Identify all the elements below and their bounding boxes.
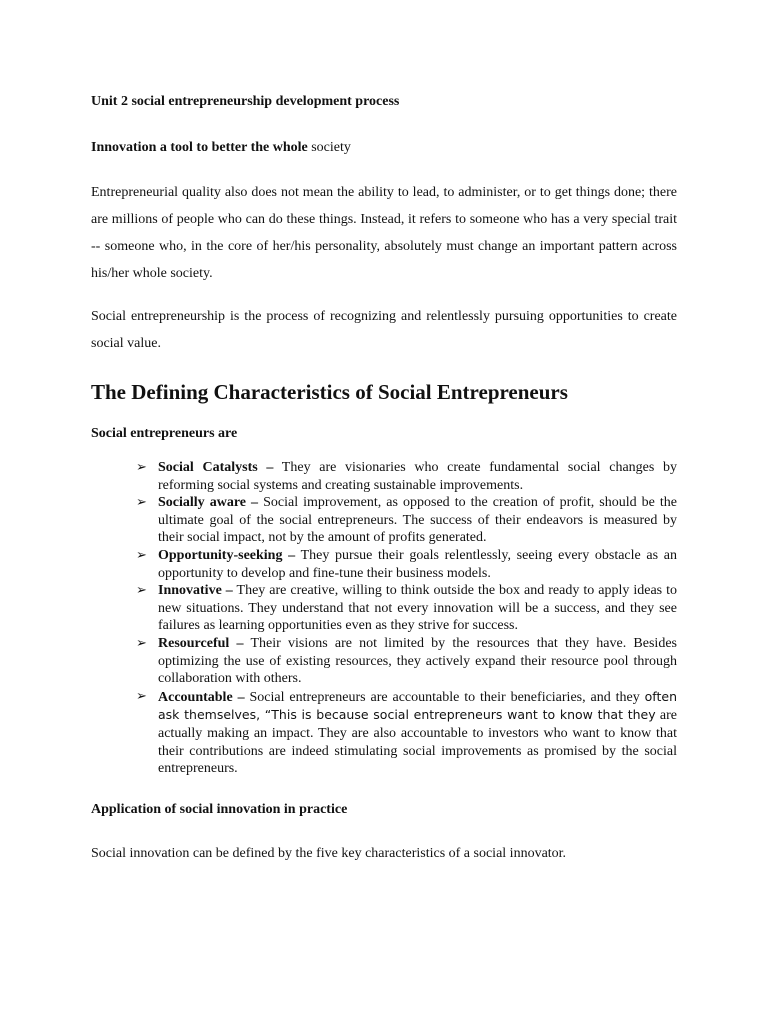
paragraph-entrepreneurial-quality: Entrepreneurial quality also does not mean the ability to lead, to administer, or to get things done; there are millions of people who can do these things. Instead, it refers to someone who has a very special trait -- someone who, in the core of her/his personality, absolutely must change an important pattern across his/her whole society. [91,185,677,281]
term-label: Social Catalysts – [158,460,274,475]
list-item-social-catalysts [136,459,677,494]
term-label: Opportunity-seeking – [158,547,296,563]
main-heading: The Defining Characteristics of Social Entrepreneurs [91,380,568,404]
list-item-accountable [136,688,677,778]
term-label: Socially aware – [158,495,259,511]
term-label: Accountable – [158,689,245,705]
arrow-bullet-icon: ➢ [136,688,147,704]
list-item-innovative [136,582,677,635]
term-label: Resourceful – [158,635,244,651]
paragraph-social-entrepreneurship-definition: Social entrepreneurship is the process of recognizing and relentlessly pursuing opportunities to create social value. [91,309,677,351]
section-title [91,139,351,157]
term-description: Social improvement, as opposed to the creation of profit, should be the ultimate goal of the social entrepreneurs. The success of their endeavors is measured by their social impact, not by the amount of profits generated. [158,495,677,546]
list-item-resourceful [136,635,677,688]
term-description: They pursue their goals relentlessly, seeing every obstacle as an opportunity to develop and fine-tune their business models. [158,547,677,581]
term-description: They are creative, willing to think outside the box and ready to apply ideas to new situations. They understand that not every innovation will be a success, and they see failures as learning opportunities even as they strive for success. [158,583,678,634]
arrow-bullet-icon: ➢ [136,495,147,511]
application-paragraph: Social innovation can be defined by the five key characteristics of a social innovator. [91,846,567,861]
sub-heading: Social entrepreneurs are [91,426,238,441]
section-title-normal: society [307,140,351,155]
term-description: They are visionaries who create fundamental social changes by reforming social systems and creating sustainable improvements. [158,460,678,493]
section-title-bold: Innovation a tool to better the whole [91,140,308,155]
arrow-bullet-icon: ➢ [136,460,147,475]
characteristics-list [136,459,677,778]
arrow-bullet-icon: ➢ [136,547,147,563]
term-description: Their visions are not limited by the resources that they have. Besides optimizing the use of existing resources, they actively expand their resource pool through collaboration with others. [158,635,677,687]
list-item-socially-aware [136,494,677,547]
arrow-bullet-icon: ➢ [136,583,147,599]
term-description: Social entrepreneurs are accountable to their beneficiaries, and they [244,689,645,705]
term-label: Innovative – [158,583,233,599]
list-item-opportunity-seeking [136,547,677,582]
term-description-continued: are actually making an impact. They are also accountable to investors who want to know that their contributions are indeed stimulating social improvements as promised by the social entrepreneurs. [158,708,677,777]
unit-title: Unit 2 social entrepreneurship development process [91,94,400,109]
arrow-bullet-icon: ➢ [136,635,147,651]
term-description-sans-run: often ask themselves, “This is because social entrepreneurs want to know that they [158,688,677,723]
application-heading: Application of social innovation in practice [91,802,348,817]
